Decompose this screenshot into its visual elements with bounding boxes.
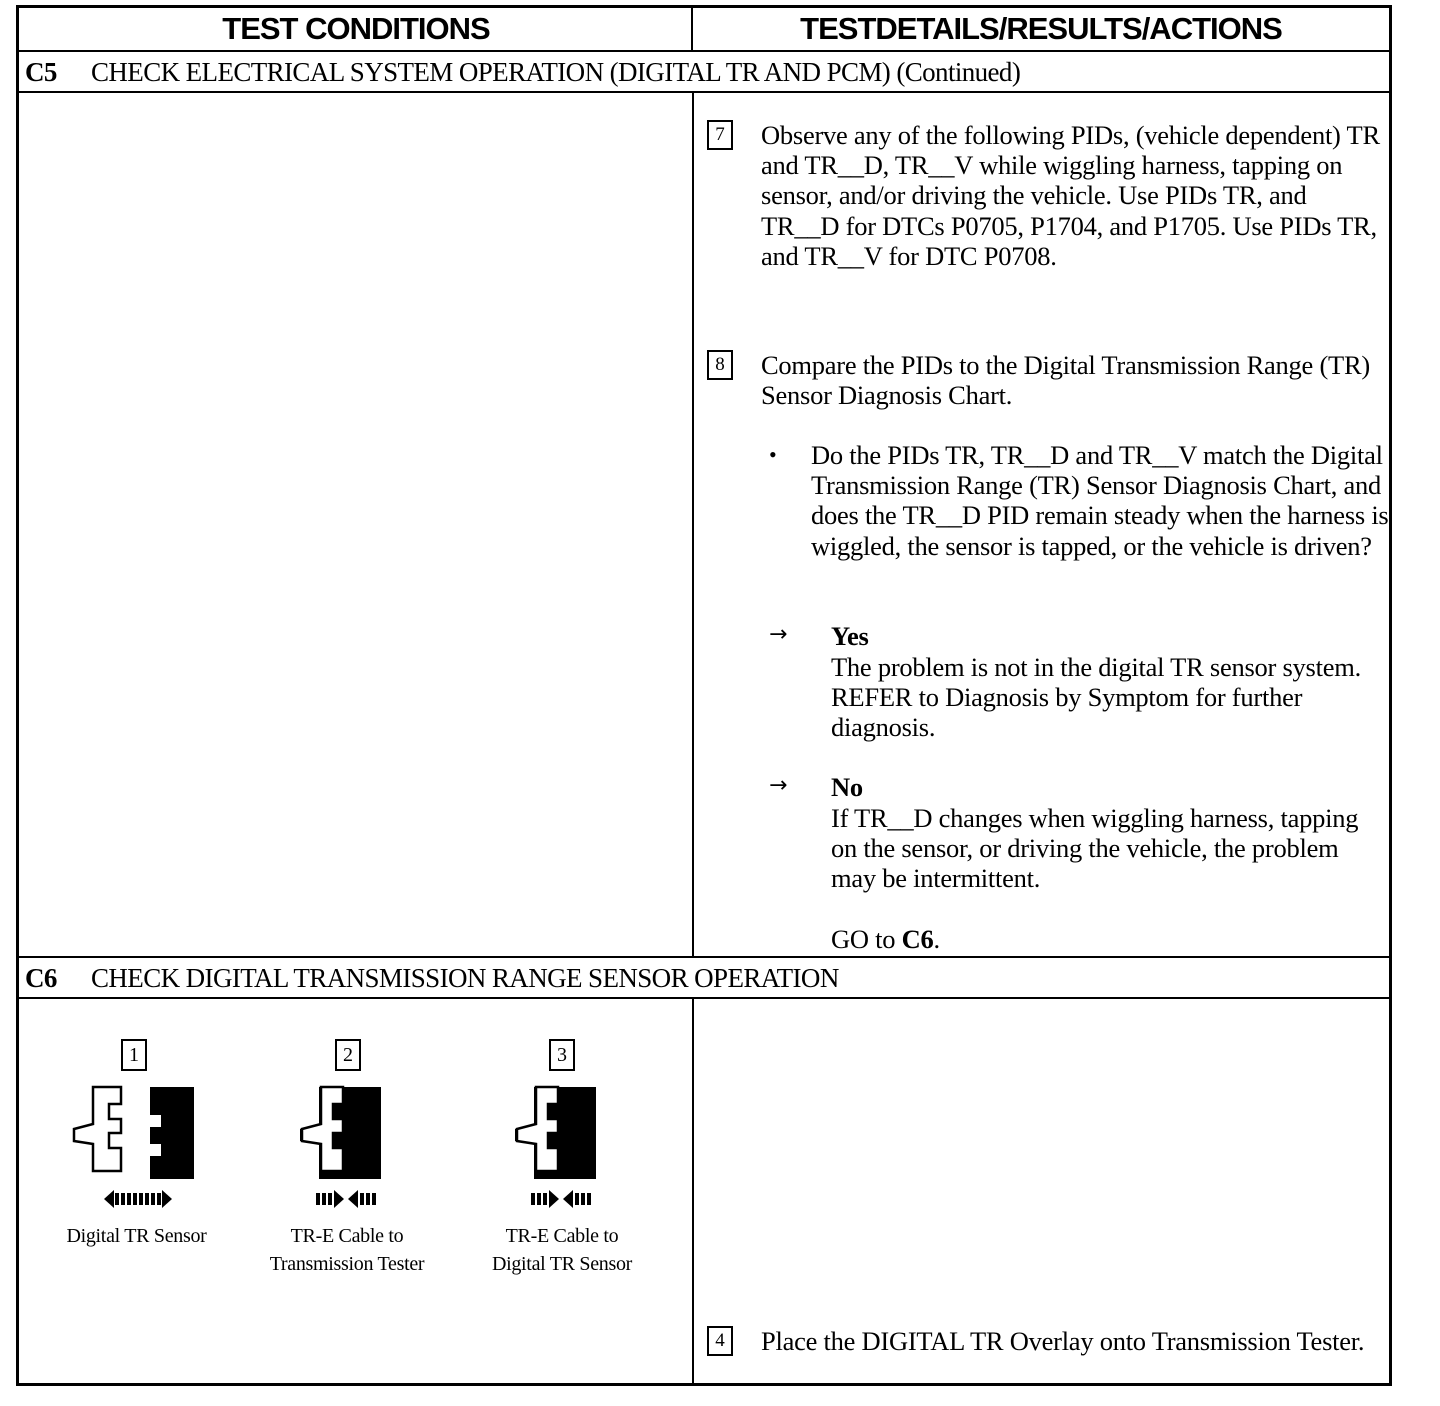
section-code-c5: C5 <box>25 57 57 87</box>
figure-label-3 <box>462 1222 662 1278</box>
figure-number-1: 1 <box>121 1039 147 1071</box>
connector-separated-icon <box>69 1084 199 1209</box>
goto-instruction <box>831 924 940 954</box>
header-divider <box>691 8 693 50</box>
step-7-text: Observe any of the following PIDs, (vehicle dependent) TR and TR__D, TR__V while wiggling harness, tapping on sensor, and/or driving the vehicle. Use PIDs TR, and TR__D for DTCs P0705, P1704, and P1705. Use PIDs TR, and TR__V for DTC P0708. <box>761 120 1380 271</box>
figure-label-2-line2: Transmission Tester <box>269 1253 425 1275</box>
no-result-text: If TR__D changes when wiggling harness, tapping on the sensor, or driving the vehicle, the problem may be intermittent. <box>831 803 1359 894</box>
header-test-details: TESTDETAILS/RESULTS/ACTIONS <box>800 11 1282 46</box>
header-test-conditions: TEST CONDITIONS <box>222 11 490 46</box>
figure-label-2 <box>247 1222 447 1278</box>
connector-joined-icon <box>291 1084 421 1209</box>
figure-number-2: 2 <box>335 1039 361 1071</box>
yes-label: Yes <box>831 621 869 651</box>
step-number-7: 7 <box>707 120 733 150</box>
goto-prefix: GO to <box>831 924 902 954</box>
step-number-4: 4 <box>707 1326 733 1356</box>
figure-label-3-line2: Digital TR Sensor <box>491 1253 633 1275</box>
divider-line <box>19 997 1389 999</box>
figure-label-1 <box>39 1222 234 1250</box>
yes-result-text: The problem is not in the digital TR sensor system. REFER to Diagnosis by Symptom for further diagnosis. <box>831 652 1361 743</box>
column-divider <box>692 999 694 1386</box>
divider-line <box>19 91 1389 93</box>
connector-joined-icon <box>506 1084 636 1209</box>
column-divider <box>692 93 694 956</box>
section-heading-c6: CHECK DIGITAL TRANSMISSION RANGE SENSOR OPERATION <box>91 963 839 993</box>
figure-label-2-line1: TR-E Cable to <box>290 1225 404 1247</box>
figure-label-1-line1: Digital TR Sensor <box>66 1225 207 1247</box>
arrow-right-icon: → <box>769 622 788 647</box>
goto-link-c6[interactable]: C6 <box>901 924 934 954</box>
goto-suffix: . <box>933 924 940 954</box>
bullet-icon: • <box>769 442 777 467</box>
table-header <box>19 8 1389 52</box>
arrow-right-icon: → <box>769 773 788 798</box>
no-label: No <box>831 772 863 802</box>
test-procedure-table <box>16 5 1392 1386</box>
section-code-c6: C6 <box>25 963 57 993</box>
figure-number-3: 3 <box>549 1039 575 1071</box>
step-4-text: Place the DIGITAL TR Overlay onto Transmission Tester. <box>761 1326 1365 1356</box>
section-title-c5 <box>19 52 1389 92</box>
figure-label-3-line1: TR-E Cable to <box>505 1225 619 1247</box>
section-title-c6 <box>19 958 1389 998</box>
step-8-question: Do the PIDs TR, TR__D and TR__V match the Digital Transmission Range (TR) Sensor Diagnosis Chart, and does the TR__D PID remain steady when the harness is wiggled, the sensor is tapped, or the vehicle is driven? <box>811 440 1389 561</box>
step-number-8: 8 <box>707 350 733 380</box>
section-heading-c5: CHECK ELECTRICAL SYSTEM OPERATION (DIGITAL TR AND PCM) (Continued) <box>91 57 1021 87</box>
step-8-text: Compare the PIDs to the Digital Transmission Range (TR) Sensor Diagnosis Chart. <box>761 350 1370 411</box>
